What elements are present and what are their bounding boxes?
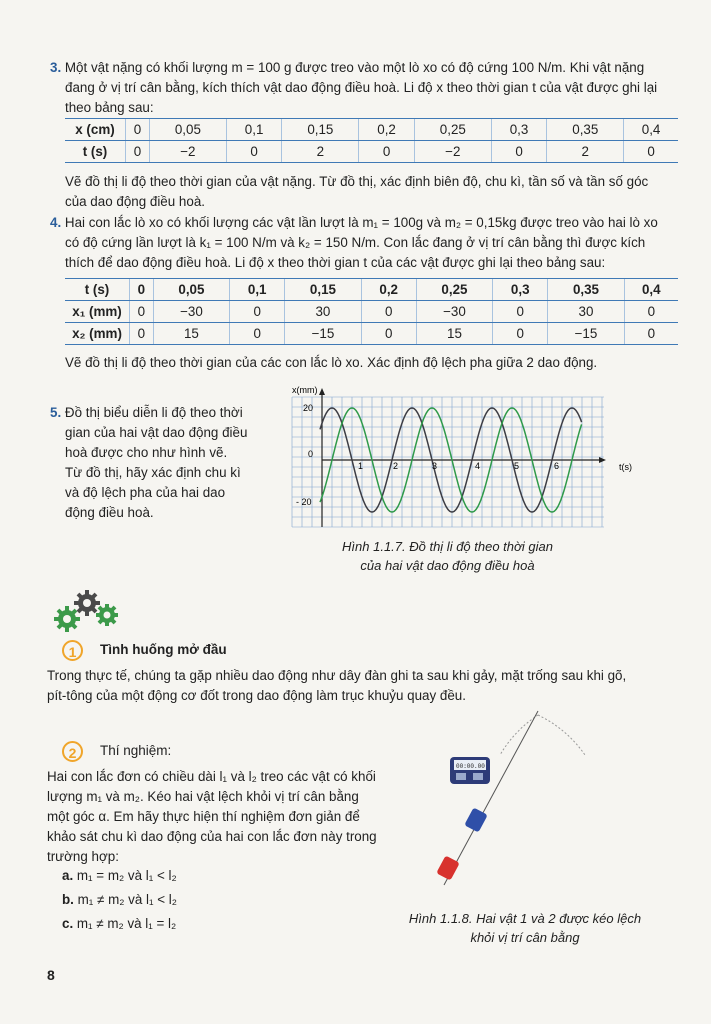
x-tick-label: 3 xyxy=(432,461,438,471)
table-problem-3 xyxy=(65,118,678,163)
table-problem-4 xyxy=(65,278,678,345)
table-row: t (s) 0 −2 0 2 0 −2 0 2 0 xyxy=(65,141,678,163)
section-2-text: Hai con lắc đơn có chiều dài l₁ và l₂ treo các vật có khối lượng m₁ và m₂. Kéo hai vật lệch khỏi vị trí cân bằng một góc α. Em hãy thực hiện thí nghiệm đơn giản để khảo sát chu kì dao động của hai con lắc đơn này trong trường hợp: xyxy=(47,769,377,864)
case-list xyxy=(62,866,177,938)
page-number: 8 xyxy=(47,967,55,983)
list-item: a. m₁ = m₂ và l₁ < l₂ xyxy=(62,868,177,883)
gears-icon xyxy=(45,585,125,635)
problem-3: 3. Một vật nặng có khối lượng m = 100 g được treo vào một lò xo có độ cứng 100 N/m. Khi vật nặng đang ở vị trí cân bằng, kích thích vật dao động điều hoà. Li độ x theo thời gian t của vật được ghi lại theo bảng sau: xyxy=(50,60,658,115)
y-tick-label: - 20 xyxy=(296,497,312,507)
y-tick-label: 0 xyxy=(308,449,314,459)
x-tick-label: 1 xyxy=(358,461,364,471)
figure-1-1-7-caption: Hình 1.1.7. Đồ thị li độ theo thời gian của hai vật dao động điều hoà xyxy=(342,539,553,573)
problem-4: 4. Hai con lắc lò xo có khối lượng các vật lần lượt là m₁ = 100g và m₂ = 0,15kg được treo vào hai lò xo có độ cứng lần lượt là k₁ = 100 N/m và k₂ = 150 N/m. Con lắc đang ở vị trí cân bằng thì được kích thích để dao động điều hoà. Li độ x theo thời gian t của các vật được ghi lại theo bảng sau: xyxy=(50,215,658,270)
oscillation-graph xyxy=(286,383,632,533)
list-item: c. m₁ ≠ m₂ và l₁ = l₂ xyxy=(62,916,177,931)
problem-3-number: 3. xyxy=(50,60,62,75)
x-tick-label: 5 xyxy=(514,461,520,471)
x-tick-label: 2 xyxy=(393,461,399,471)
table-row: t (s) 0 0,05 0,1 0,15 0,2 0,25 0,3 0,35 0,4 xyxy=(65,279,678,301)
problem-5-number: 5. xyxy=(50,405,62,420)
table-row: x (cm) 0 0,05 0,1 0,15 0,2 0,25 0,3 0,35 0,4 xyxy=(65,119,678,141)
y-tick-label: 20 xyxy=(303,403,314,413)
x-tick-label: 6 xyxy=(554,461,560,471)
section-2-title: Thí nghiệm: xyxy=(100,743,172,758)
red-weight xyxy=(436,855,460,880)
pendulum-illustration xyxy=(420,705,600,895)
x-axis-label: t(s) xyxy=(619,462,632,472)
problem-4-number: 4. xyxy=(50,215,62,230)
problem-5: 5. Đồ thị biểu diễn li độ theo thời gian của hai vật dao động điều hoà được cho như hình vẽ. Từ đồ thị, hãy xác định chu kì và độ lệch pha của hai dao động điều hoà. xyxy=(50,405,248,520)
table-row: x₁ (mm) 0 −30 0 30 0 −30 0 30 0 xyxy=(65,301,678,323)
stopwatch-display: 00:00.00 xyxy=(456,763,485,770)
section-1-text: Trong thực tế, chúng ta gặp nhiều dao động như dây đàn ghi ta sau khi gảy, mặt trống sau khi gõ, pít-tông của một động cơ đốt trong dao động làm trục khuỷu quay đều. xyxy=(47,668,627,703)
section-2-badge: 2 xyxy=(62,741,83,762)
section-1-badge: 1 xyxy=(62,640,83,661)
table-row: x₂ (mm) 0 15 0 −15 0 15 0 −15 0 xyxy=(65,323,678,345)
problem-4-instructions: Vẽ đồ thị li độ theo thời gian của các con lắc lò xo. Xác định độ lệch pha giữa 2 dao động. xyxy=(65,355,598,370)
pendulum-string xyxy=(444,711,538,885)
x-tick-label: 4 xyxy=(475,461,481,471)
angle-arc xyxy=(538,715,585,755)
list-item: b. m₁ ≠ m₂ và l₁ < l₂ xyxy=(62,892,177,907)
y-axis-arrow-icon xyxy=(319,388,325,395)
x-axis-arrow-icon xyxy=(599,457,606,463)
problem-3-instructions: Vẽ đồ thị li độ theo thời gian của vật nặng. Từ đồ thị, xác định biên độ, chu kì, tần số và tần số góc của dao động điều hoà. xyxy=(65,174,649,209)
section-1-title: Tình huống mở đầu xyxy=(100,642,227,657)
stopwatch-icon xyxy=(450,757,490,784)
y-axis-label: x(mm) xyxy=(292,385,318,395)
figure-1-1-8-caption: Hình 1.1.8. Hai vật 1 và 2 được kéo lệch khỏi vị trí cân bằng xyxy=(408,911,642,945)
